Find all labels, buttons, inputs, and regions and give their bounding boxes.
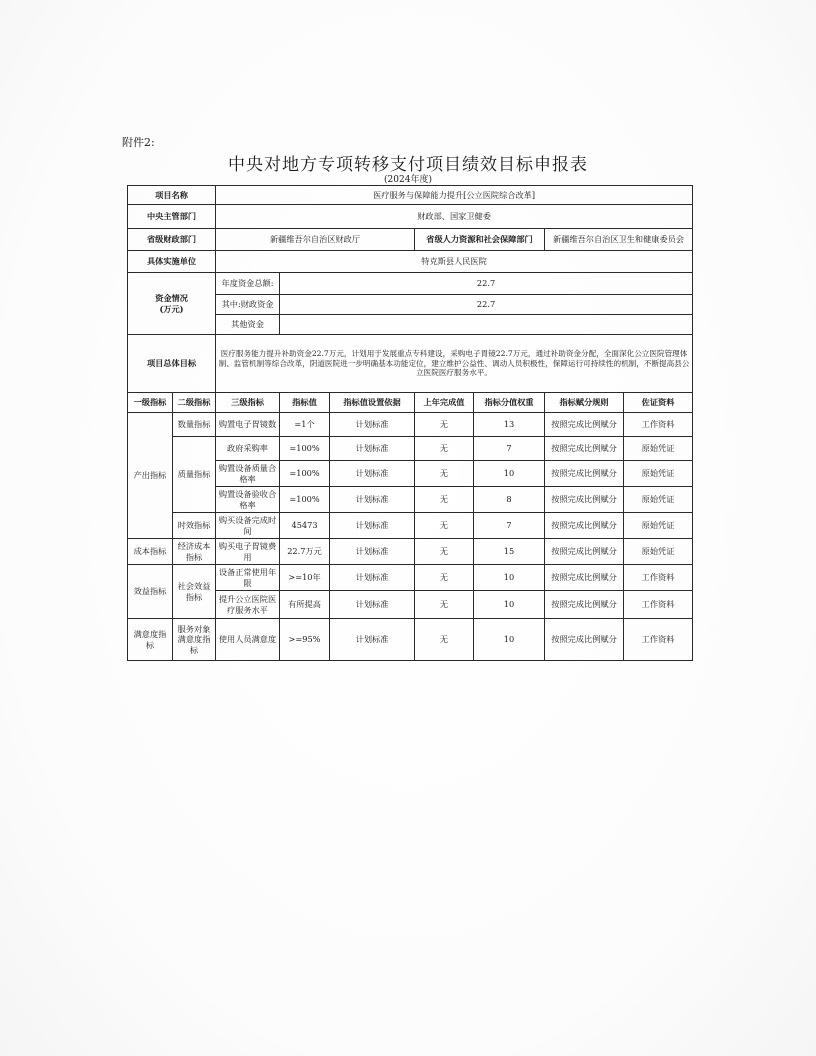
indicator-proof: 原始凭证 [624,461,693,487]
indicator-proof: 原始凭证 [624,437,693,461]
indicator-prev: 无 [415,437,474,461]
indicator-rule: 按照完成比例赋分 [545,565,624,591]
indicator-prev: 无 [415,565,474,591]
indicator-proof: 原始凭证 [624,539,693,565]
indicator-weight: 7 [474,513,545,539]
indicator-proof: 工作资料 [624,413,693,437]
indicator-basis: 计划标准 [330,461,415,487]
indicator-name: 购置电子胃镜数 [216,413,280,437]
indicator-prev: 无 [415,619,474,661]
indicator-basis: 计划标准 [330,591,415,619]
table-row [128,413,693,437]
indicator-rule: 按照完成比例赋分 [545,539,624,565]
group-output: 产出指标 [128,413,173,539]
provincial-dept-row [128,229,693,251]
indicator-value: =1个 [280,413,330,437]
impl-unit-label: 具体实施单位 [128,251,216,273]
header-level2: 二级指标 [173,393,216,413]
indicator-name: 使用人员满意度 [216,619,280,661]
annual-funds-row [128,273,693,295]
indicator-weight: 7 [474,437,545,461]
indicator-rule: 按照完成比例赋分 [545,461,624,487]
annual-total-label: 年度资金总额: [216,273,280,295]
other-funds-value [280,315,693,335]
indicator-basis: 计划标准 [330,513,415,539]
performance-target-table [127,185,693,661]
indicator-proof: 原始凭证 [624,487,693,513]
prov-finance-value: 新疆维吾尔自治区财政厅 [216,229,415,251]
indicator-value: >=10年 [280,565,330,591]
attachment-label: 附件2: [122,136,155,149]
indicator-weight: 13 [474,413,545,437]
group-timeliness: 时效指标 [173,513,216,539]
indicator-weight: 10 [474,461,545,487]
indicator-rule: 按照完成比例赋分 [545,437,624,461]
indicator-basis: 计划标准 [330,437,415,461]
indicator-name: 提升公立医院医疗服务水平 [216,591,280,619]
indicator-prev: 无 [415,487,474,513]
indicator-prev: 无 [415,591,474,619]
project-name-label: 项目名称 [128,186,216,205]
indicator-name: 购买电子胃镜费用 [216,539,280,565]
indicator-basis: 计划标准 [330,413,415,437]
indicator-value: 45473 [280,513,330,539]
indicator-name: 政府采购率 [216,437,280,461]
indicator-weight: 10 [474,565,545,591]
indicator-name: 购置设备质量合格率 [216,461,280,487]
goal-text: 医疗服务能力提升补助资金22.7万元，计划用于发展重点专科建设，采购电子胃镜22.7万元，通过补助资金分配，全面深化公立医院管理体制、监管机制等综合改革，阴道医院进一步明确基本功能定位，建立维护公益性、调动人员积极性，保障运行可持续性的机制，不断提高县公立医院医疗服务水平。 [216,335,693,393]
indicator-rule: 按照完成比例赋分 [545,591,624,619]
header-basis: 指标值设置依据 [330,393,415,413]
funds-label: 资金情况 (万元) [128,273,216,335]
central-dept-value: 财政部、国家卫健委 [216,205,693,229]
finance-funds-value: 22.7 [280,295,693,315]
indicator-name: 购置设备验收合格率 [216,487,280,513]
indicator-rule: 按照完成比例赋分 [545,413,624,437]
indicator-value: =100% [280,437,330,461]
indicator-weight: 10 [474,591,545,619]
indicator-prev: 无 [415,513,474,539]
indicator-prev: 无 [415,539,474,565]
document-title: 中央对地方专项转移支付项目绩效目标申报表 [228,155,588,175]
indicator-weight: 10 [474,619,545,661]
table-row [128,565,693,591]
indicator-basis: 计划标准 [330,619,415,661]
indicator-header-row [128,393,693,413]
impl-unit-row [128,251,693,273]
goal-row [128,335,693,393]
indicator-name: 设备正常使用年限 [216,565,280,591]
header-value: 指标值 [280,393,330,413]
indicator-basis: 计划标准 [330,565,415,591]
group-satisfaction: 满意度指标 [128,619,173,661]
header-weight: 指标分值权重 [474,393,545,413]
indicator-proof: 原始凭证 [624,513,693,539]
group-quality: 质量指标 [173,437,216,513]
header-rule: 指标赋分规则 [545,393,624,413]
group-social-benefit: 社会效益指标 [173,565,216,619]
table-row [128,619,693,661]
indicator-name: 购买设备完成时间 [216,513,280,539]
finance-funds-label: 其中:财政资金 [216,295,280,315]
indicator-value: =100% [280,461,330,487]
prov-hr-label: 省级人力资源和社会保障部门 [415,229,545,251]
central-dept-label: 中央主管部门 [128,205,216,229]
indicator-basis: 计划标准 [330,539,415,565]
indicator-proof: 工作资料 [624,591,693,619]
indicator-prev: 无 [415,461,474,487]
indicator-value: 22.7万元 [280,539,330,565]
prov-hr-value: 新疆维吾尔自治区卫生和健康委员会 [545,229,693,251]
project-name-row [128,186,693,205]
annual-total-value: 22.7 [280,273,693,295]
indicator-value: =100% [280,487,330,513]
project-name-value: 医疗服务与保障能力提升[公立医院综合改革] [216,186,693,205]
header-prev: 上年完成值 [415,393,474,413]
indicator-prev: 无 [415,413,474,437]
group-service-satisfaction: 服务对象满意度指标 [173,619,216,661]
indicator-weight: 15 [474,539,545,565]
indicator-proof: 工作资料 [624,619,693,661]
indicator-value: 有所提高 [280,591,330,619]
table-row [128,437,693,461]
document-year: (2024年度) [384,175,432,185]
header-level3: 三级指标 [216,393,280,413]
group-cost: 成本指标 [128,539,173,565]
impl-unit-value: 特克斯县人民医院 [216,251,693,273]
indicator-rule: 按照完成比例赋分 [545,487,624,513]
indicator-proof: 工作资料 [624,565,693,591]
indicator-rule: 按照完成比例赋分 [545,619,624,661]
header-proof: 佐证资料 [624,393,693,413]
header-level1: 一级指标 [128,393,173,413]
goal-label: 项目总体目标 [128,335,216,393]
prov-finance-label: 省级财政部门 [128,229,216,251]
indicator-weight: 8 [474,487,545,513]
central-dept-row [128,205,693,229]
table-row [128,513,693,539]
group-economic-cost: 经济成本指标 [173,539,216,565]
indicator-basis: 计划标准 [330,487,415,513]
indicator-value: >=95% [280,619,330,661]
other-funds-label: 其他资金 [216,315,280,335]
indicator-rule: 按照完成比例赋分 [545,513,624,539]
group-benefit: 效益指标 [128,565,173,619]
table-row [128,539,693,565]
group-quantity: 数量指标 [173,413,216,437]
